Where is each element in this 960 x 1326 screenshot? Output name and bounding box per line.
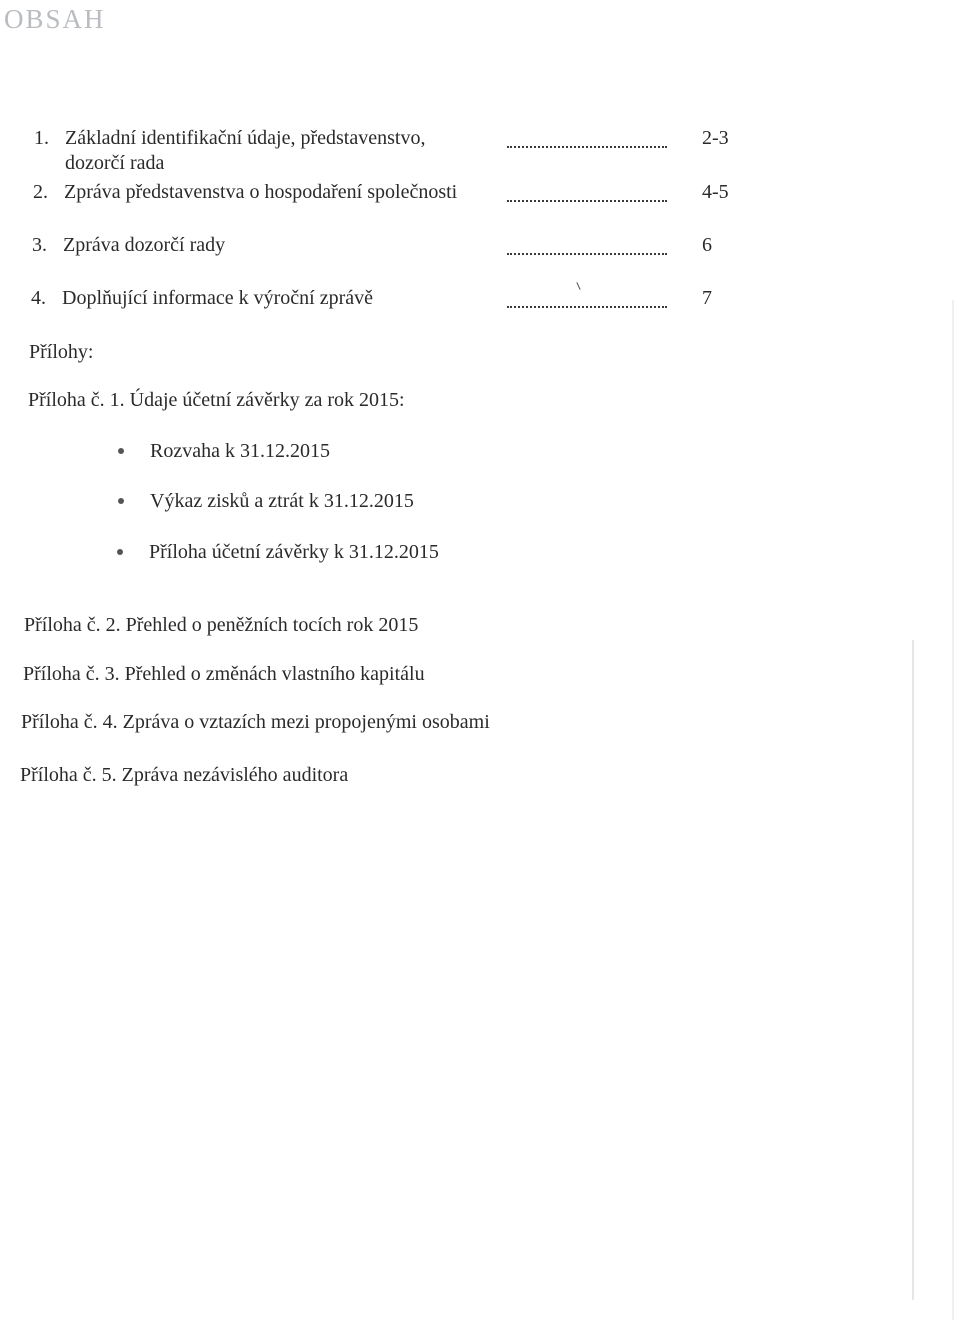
attachment-1-item-label: Rozvaha k 31.12.2015 [150,440,330,462]
toc-entry-page: 7 [702,287,712,309]
page-title: OBSAH [4,4,106,34]
toc-dot-leader [507,241,667,255]
attachments-heading: Přílohy: [29,341,94,363]
attachment-3-label: Příloha č. 3. Přehled o změnách vlastního kapitálu [23,663,425,685]
toc-dot-leader [507,134,667,148]
toc-dot-leader [507,294,667,308]
attachment-1-item-label: Výkaz zisků a ztrát k 31.12.2015 [150,490,414,512]
scan-edge-line [912,640,914,1300]
attachment-1-item-label: Příloha účetní závěrky k 31.12.2015 [149,541,439,563]
scan-edge-line [952,300,954,1320]
attachment-4-label: Příloha č. 4. Zpráva o vztazích mezi propojenými osobami [21,711,490,733]
toc-entry-text: Zpráva dozorčí rady [63,234,226,256]
attachment-1-label: Příloha č. 1. Údaje účetní závěrky za rok 2015: [28,389,405,411]
toc-entry-page: 4-5 [702,181,729,203]
toc-entry-text-continued: dozorčí rada [65,152,165,174]
scan-artifact-mark [576,282,580,290]
toc-entry-number: 2. [33,181,48,203]
bullet-icon [118,498,124,504]
bullet-icon [118,448,124,454]
toc-entry-number: 4. [31,287,46,309]
bullet-icon [117,549,123,555]
attachment-2-label: Příloha č. 2. Přehled o peněžních tocích rok 2015 [24,614,419,636]
toc-entry-text: Doplňující informace k výroční zprávě [62,287,373,309]
toc-entry-page: 6 [702,234,712,256]
toc-entry-number: 3. [32,234,47,256]
toc-entry-text: Zpráva představenstva o hospodaření společnosti [64,181,458,203]
attachment-5-label: Příloha č. 5. Zpráva nezávislého auditora [20,764,349,786]
toc-dot-leader [507,188,667,202]
toc-entry-text: Základní identifikační údaje, představenstvo, [65,127,426,149]
toc-entry-number: 1. [34,127,49,149]
toc-entry-page: 2-3 [702,127,729,149]
